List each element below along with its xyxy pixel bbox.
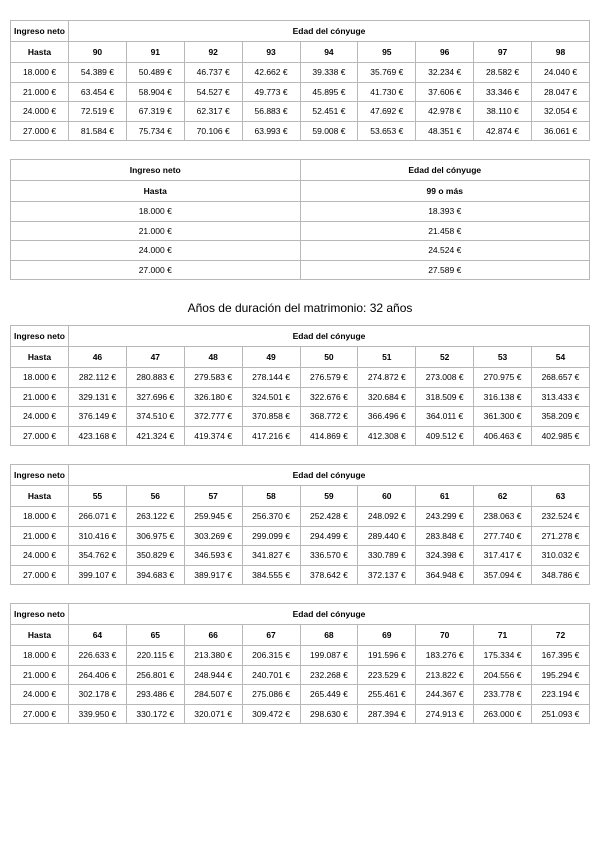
upto-header: Hasta [11, 486, 69, 507]
amount-cell: 299.099 € [242, 526, 300, 546]
amount-cell: 72.519 € [69, 102, 127, 122]
age-header: 49 [242, 347, 300, 368]
amount-cell: 276.579 € [300, 368, 358, 388]
amount-cell: 27.589 € [300, 260, 590, 280]
amount-cell: 232.268 € [300, 665, 358, 685]
age-header: 56 [126, 486, 184, 507]
income-cell: 18.000 € [11, 507, 69, 527]
amount-cell: 275.086 € [242, 685, 300, 705]
age-header: 60 [358, 486, 416, 507]
pension-table-age-99-plus [10, 159, 590, 280]
age-header: 58 [242, 486, 300, 507]
amount-cell: 167.395 € [532, 646, 590, 666]
section-title: Años de duración del matrimonio: 32 años [187, 301, 413, 315]
income-cell: 18.000 € [11, 368, 69, 388]
income-cell: 27.000 € [11, 704, 69, 724]
table-row [11, 507, 590, 527]
amount-cell: 423.168 € [69, 426, 127, 446]
amount-cell: 62.317 € [184, 102, 242, 122]
amount-cell: 49.773 € [242, 82, 300, 102]
age-header: 90 [69, 42, 127, 63]
age-header: 57 [184, 486, 242, 507]
amount-cell: 366.496 € [358, 407, 416, 427]
amount-cell: 358.209 € [532, 407, 590, 427]
amount-cell: 58.904 € [126, 82, 184, 102]
amount-cell: 374.510 € [126, 407, 184, 427]
amount-cell: 339.950 € [69, 704, 127, 724]
age-header: 96 [416, 42, 474, 63]
amount-cell: 70.106 € [184, 121, 242, 141]
income-cell: 24.000 € [11, 546, 69, 566]
header-row-ages [11, 347, 590, 368]
amount-cell: 313.433 € [532, 387, 590, 407]
amount-cell: 306.975 € [126, 526, 184, 546]
amount-cell: 284.507 € [184, 685, 242, 705]
amount-cell: 384.555 € [242, 565, 300, 585]
age-header: 62 [474, 486, 532, 507]
amount-cell: 280.883 € [126, 368, 184, 388]
amount-cell: 233.778 € [474, 685, 532, 705]
income-cell: 21.000 € [11, 526, 69, 546]
amount-cell: 336.570 € [300, 546, 358, 566]
amount-cell: 223.529 € [358, 665, 416, 685]
amount-cell: 324.501 € [242, 387, 300, 407]
table-row [11, 704, 590, 724]
amount-cell: 46.737 € [184, 63, 242, 83]
amount-cell: 348.786 € [532, 565, 590, 585]
amount-cell: 283.848 € [416, 526, 474, 546]
amount-cell: 21.458 € [300, 221, 590, 241]
amount-cell: 32.234 € [416, 63, 474, 83]
amount-cell: 243.299 € [416, 507, 474, 527]
amount-cell: 36.061 € [532, 121, 590, 141]
amount-cell: 298.630 € [300, 704, 358, 724]
amount-cell: 376.149 € [69, 407, 127, 427]
table-row [11, 646, 590, 666]
amount-cell: 42.978 € [416, 102, 474, 122]
amount-cell: 421.324 € [126, 426, 184, 446]
amount-cell: 263.122 € [126, 507, 184, 527]
income-cell: 27.000 € [11, 121, 69, 141]
age-header: 47 [126, 347, 184, 368]
age-header: 46 [69, 347, 127, 368]
amount-cell: 329.131 € [69, 387, 127, 407]
spouse-age-header: Edad del cónyuge [69, 604, 590, 625]
amount-cell: 220.115 € [126, 646, 184, 666]
amount-cell: 63.993 € [242, 121, 300, 141]
amount-cell: 324.398 € [416, 546, 474, 566]
amount-cell: 265.449 € [300, 685, 358, 705]
amount-cell: 278.144 € [242, 368, 300, 388]
table-row [11, 546, 590, 566]
amount-cell: 18.393 € [300, 202, 590, 222]
header-row-labels [11, 160, 590, 181]
amount-cell: 264.406 € [69, 665, 127, 685]
amount-cell: 213.380 € [184, 646, 242, 666]
amount-cell: 322.676 € [300, 387, 358, 407]
table-row [11, 407, 590, 427]
header-row-labels [11, 326, 590, 347]
upto-header: Hasta [11, 625, 69, 646]
age-header: 52 [416, 347, 474, 368]
income-cell: 21.000 € [11, 665, 69, 685]
amount-cell: 259.945 € [184, 507, 242, 527]
amount-cell: 38.110 € [474, 102, 532, 122]
amount-cell: 327.696 € [126, 387, 184, 407]
income-cell: 21.000 € [11, 82, 69, 102]
amount-cell: 394.683 € [126, 565, 184, 585]
amount-cell: 206.315 € [242, 646, 300, 666]
header-row-labels [11, 465, 590, 486]
amount-cell: 270.975 € [474, 368, 532, 388]
amount-cell: 271.278 € [532, 526, 590, 546]
header-row-labels [11, 21, 590, 42]
income-cell: 24.000 € [11, 685, 69, 705]
amount-cell: 303.269 € [184, 526, 242, 546]
income-header: Ingreso neto [11, 21, 69, 42]
amount-cell: 279.583 € [184, 368, 242, 388]
pension-table-ages-46-54 [10, 325, 590, 446]
age-header: 61 [416, 486, 474, 507]
amount-cell: 378.642 € [300, 565, 358, 585]
age-header: 98 [532, 42, 590, 63]
income-cell: 21.000 € [11, 221, 301, 241]
upto-header: Hasta [11, 347, 69, 368]
age-header: 67 [242, 625, 300, 646]
amount-cell: 35.769 € [358, 63, 416, 83]
amount-cell: 282.112 € [69, 368, 127, 388]
amount-cell: 75.734 € [126, 121, 184, 141]
amount-cell: 47.692 € [358, 102, 416, 122]
amount-cell: 42.662 € [242, 63, 300, 83]
income-cell: 24.000 € [11, 407, 69, 427]
amount-cell: 357.094 € [474, 565, 532, 585]
amount-cell: 28.582 € [474, 63, 532, 83]
table-row [11, 221, 590, 241]
amount-cell: 28.047 € [532, 82, 590, 102]
amount-cell: 37.606 € [416, 82, 474, 102]
age-header: 93 [242, 42, 300, 63]
amount-cell: 223.194 € [532, 685, 590, 705]
pension-table-ages-90-98 [10, 20, 590, 141]
age-header: 55 [69, 486, 127, 507]
amount-cell: 350.829 € [126, 546, 184, 566]
amount-cell: 41.730 € [358, 82, 416, 102]
amount-cell: 252.428 € [300, 507, 358, 527]
table-row [11, 241, 590, 261]
amount-cell: 346.593 € [184, 546, 242, 566]
amount-cell: 310.032 € [532, 546, 590, 566]
income-cell: 24.000 € [11, 241, 301, 261]
amount-cell: 226.633 € [69, 646, 127, 666]
amount-cell: 256.370 € [242, 507, 300, 527]
age-header: 94 [300, 42, 358, 63]
amount-cell: 54.527 € [184, 82, 242, 102]
amount-cell: 24.040 € [532, 63, 590, 83]
age-header: 50 [300, 347, 358, 368]
amount-cell: 263.000 € [474, 704, 532, 724]
age-header: 48 [184, 347, 242, 368]
table-row [11, 63, 590, 83]
income-cell: 21.000 € [11, 387, 69, 407]
amount-cell: 232.524 € [532, 507, 590, 527]
amount-cell: 248.944 € [184, 665, 242, 685]
income-cell: 27.000 € [11, 260, 301, 280]
age-header: 59 [300, 486, 358, 507]
amount-cell: 274.872 € [358, 368, 416, 388]
amount-cell: 199.087 € [300, 646, 358, 666]
table-row [11, 526, 590, 546]
amount-cell: 183.276 € [416, 646, 474, 666]
amount-cell: 63.454 € [69, 82, 127, 102]
income-header: Ingreso neto [11, 465, 69, 486]
amount-cell: 255.461 € [358, 685, 416, 705]
header-row-ages [11, 486, 590, 507]
amount-cell: 238.063 € [474, 507, 532, 527]
amount-cell: 268.657 € [532, 368, 590, 388]
amount-cell: 341.827 € [242, 546, 300, 566]
table-row [11, 121, 590, 141]
amount-cell: 417.216 € [242, 426, 300, 446]
amount-cell: 213.822 € [416, 665, 474, 685]
spouse-age-header: Edad del cónyuge [69, 465, 590, 486]
amount-cell: 274.913 € [416, 704, 474, 724]
amount-cell: 48.351 € [416, 121, 474, 141]
header-row-labels [11, 604, 590, 625]
amount-cell: 412.308 € [358, 426, 416, 446]
income-cell: 27.000 € [11, 426, 69, 446]
amount-cell: 39.338 € [300, 63, 358, 83]
amount-cell: 389.917 € [184, 565, 242, 585]
age-header: 97 [474, 42, 532, 63]
amount-cell: 191.596 € [358, 646, 416, 666]
amount-cell: 402.985 € [532, 426, 590, 446]
amount-cell: 256.801 € [126, 665, 184, 685]
pension-table-ages-55-63 [10, 464, 590, 585]
age-header: 54 [532, 347, 590, 368]
amount-cell: 409.512 € [416, 426, 474, 446]
header-row-ages [11, 625, 590, 646]
amount-cell: 240.701 € [242, 665, 300, 685]
age-header: 72 [532, 625, 590, 646]
spouse-age-header: Edad del cónyuge [300, 160, 590, 181]
age-header: 63 [532, 486, 590, 507]
income-header: Ingreso neto [11, 326, 69, 347]
amount-cell: 293.486 € [126, 685, 184, 705]
amount-cell: 56.883 € [242, 102, 300, 122]
table-row [11, 426, 590, 446]
amount-cell: 67.319 € [126, 102, 184, 122]
amount-cell: 251.093 € [532, 704, 590, 724]
amount-cell: 45.895 € [300, 82, 358, 102]
amount-cell: 372.137 € [358, 565, 416, 585]
amount-cell: 330.172 € [126, 704, 184, 724]
amount-cell: 52.451 € [300, 102, 358, 122]
age-header: 92 [184, 42, 242, 63]
amount-cell: 248.092 € [358, 507, 416, 527]
age-header: 91 [126, 42, 184, 63]
amount-cell: 316.138 € [474, 387, 532, 407]
amount-cell: 318.509 € [416, 387, 474, 407]
amount-cell: 368.772 € [300, 407, 358, 427]
header-row-ages [11, 42, 590, 63]
table-row [11, 82, 590, 102]
table-row [11, 565, 590, 585]
amount-cell: 399.107 € [69, 565, 127, 585]
amount-cell: 361.300 € [474, 407, 532, 427]
header-row-ages [11, 181, 590, 202]
income-cell: 18.000 € [11, 63, 69, 83]
amount-cell: 317.417 € [474, 546, 532, 566]
spouse-age-header: Edad del cónyuge [69, 21, 590, 42]
amount-cell: 310.416 € [69, 526, 127, 546]
amount-cell: 287.394 € [358, 704, 416, 724]
amount-cell: 42.874 € [474, 121, 532, 141]
table-row [11, 202, 590, 222]
age-header: 71 [474, 625, 532, 646]
amount-cell: 320.684 € [358, 387, 416, 407]
amount-cell: 204.556 € [474, 665, 532, 685]
amount-cell: 414.869 € [300, 426, 358, 446]
income-header: Ingreso neto [11, 604, 69, 625]
age-header: 68 [300, 625, 358, 646]
income-cell: 18.000 € [11, 202, 301, 222]
amount-cell: 273.008 € [416, 368, 474, 388]
table-row [11, 260, 590, 280]
amount-cell: 59.008 € [300, 121, 358, 141]
amount-cell: 33.346 € [474, 82, 532, 102]
amount-cell: 419.374 € [184, 426, 242, 446]
amount-cell: 289.440 € [358, 526, 416, 546]
amount-cell: 309.472 € [242, 704, 300, 724]
amount-cell: 406.463 € [474, 426, 532, 446]
table-row [11, 102, 590, 122]
age-header: 95 [358, 42, 416, 63]
amount-cell: 277.740 € [474, 526, 532, 546]
income-header: Ingreso neto [11, 160, 301, 181]
age-header: 64 [69, 625, 127, 646]
table-row [11, 368, 590, 388]
amount-cell: 54.389 € [69, 63, 127, 83]
age-header: 70 [416, 625, 474, 646]
amount-cell: 195.294 € [532, 665, 590, 685]
amount-cell: 175.334 € [474, 646, 532, 666]
amount-cell: 302.178 € [69, 685, 127, 705]
amount-cell: 266.071 € [69, 507, 127, 527]
amount-cell: 294.499 € [300, 526, 358, 546]
amount-cell: 81.584 € [69, 121, 127, 141]
age-header: 53 [474, 347, 532, 368]
income-cell: 27.000 € [11, 565, 69, 585]
amount-cell: 320.071 € [184, 704, 242, 724]
amount-cell: 364.948 € [416, 565, 474, 585]
amount-cell: 244.367 € [416, 685, 474, 705]
amount-cell: 24.524 € [300, 241, 590, 261]
amount-cell: 32.054 € [532, 102, 590, 122]
spouse-age-header: Edad del cónyuge [69, 326, 590, 347]
amount-cell: 372.777 € [184, 407, 242, 427]
table-row [11, 665, 590, 685]
pension-table-ages-64-72 [10, 603, 590, 724]
amount-cell: 326.180 € [184, 387, 242, 407]
amount-cell: 364.011 € [416, 407, 474, 427]
table-row [11, 387, 590, 407]
age-header: 65 [126, 625, 184, 646]
income-cell: 18.000 € [11, 646, 69, 666]
amount-cell: 354.762 € [69, 546, 127, 566]
amount-cell: 53.653 € [358, 121, 416, 141]
table-row [11, 685, 590, 705]
income-cell: 24.000 € [11, 102, 69, 122]
amount-cell: 330.789 € [358, 546, 416, 566]
age-header: 99 o más [300, 181, 590, 202]
age-header: 66 [184, 625, 242, 646]
age-header: 51 [358, 347, 416, 368]
amount-cell: 370.858 € [242, 407, 300, 427]
amount-cell: 50.489 € [126, 63, 184, 83]
age-header: 69 [358, 625, 416, 646]
upto-header: Hasta [11, 181, 301, 202]
upto-header: Hasta [11, 42, 69, 63]
